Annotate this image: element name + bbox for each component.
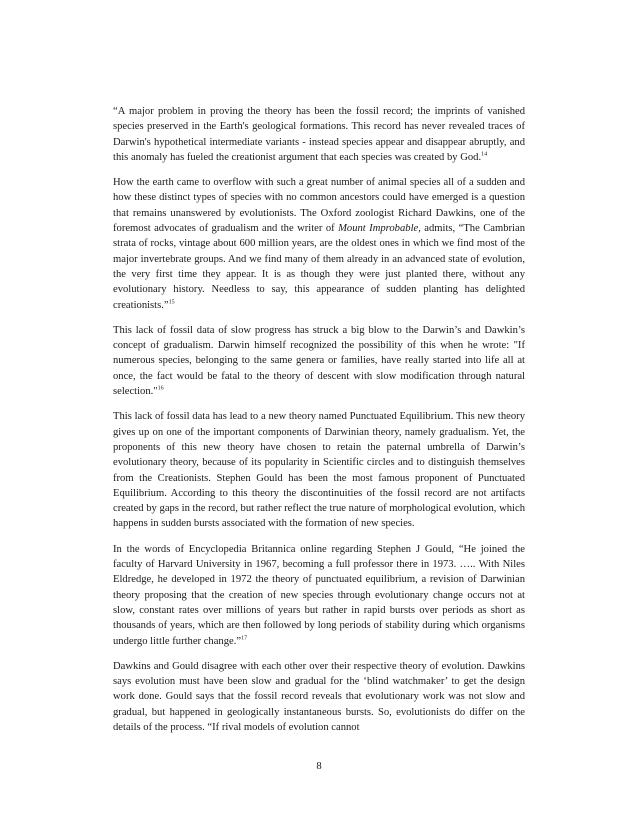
paragraph: [113, 659, 525, 735]
paragraph: [113, 323, 525, 399]
footnote-marker: 17: [241, 634, 248, 641]
paragraph-text: This lack of fossil data has lead to a new theory named Punctuated Equilibrium. This new theory gives up on one of the important components of Darwinian theory, namely gradualism. Yet, the proponents of this new theory have chosen to retain the paternal umbrella of Darwin’s evolutionary theory, because of its popularity in Scientific circles and to distinguish themselves from the Creationists. Stephen Gould has been the most famous proponent of Punctuated Equilibrium. According to this theory the discontinuities of the fossil record are not artifacts created by gaps in the record, but rather reflect the true nature of morphological evolution, which happens in sudden bursts associated with the formation of new species.: [113, 411, 525, 530]
paragraph: [113, 409, 525, 531]
paragraph-text: Dawkins and Gould disagree with each other over their respective theory of evolution. Dawkins says evolution must have been slow and gradual for the ‘blind watchmaker’ to get the design work done. Gould says that the fossil record reveals that evolutionary work was not slow and gradual, but happened in geologically instantaneous bursts. So, evolutionists do differ on the details of the process. “If rival models of evolution cannot: [113, 660, 525, 733]
paragraph-text: How the earth came to overflow with such a great number of animal species all of a sudden and how these distinct types of species with no common ancestors could have emerged is a question that remains unanswered by evolutionists. The Oxford zoologist Richard Dawkins, one of the foremost advocates of gradualism and the writer of: [113, 177, 525, 235]
paragraph: [113, 104, 525, 165]
footnote-marker: 14: [481, 151, 488, 158]
paragraph-text: In the words of Encyclopedia Britannica online regarding Stephen J Gould, “He joined the faculty of Harvard University in 1967, becoming a full professor there in 1973. ….. With Niles Eldredge, he developed in 1972 the theory of punctuated equilibrium, a revision of Darwinian theory proposing that the creation of new species through evolutionary change occurs not at slow, constant rates over millions of years but rather in rapid bursts over periods as short as thousands of years, which are then followed by long periods of stability during which organisms undergo little further change.”: [113, 543, 525, 647]
paragraph-text: “A major problem in proving the theory has been the fossil record; the imprints of vanished species preserved in the Earth's geological formations. This record has never revealed traces of Darwin's hypothetical intermediate variants - instead species appear and disappear abruptly, and this anomaly has fueled the creationist argument that each species was created by God.: [113, 106, 525, 163]
paragraph-text: This lack of fossil data of slow progress has struck a big blow to the Darwin’s and Dawkin’s concept of gradualism. Darwin himself recognized the possibility of this when he wrote: "If numerous species, belonging to the same genera or families, have really started into life all at once, the fact would be fatal to the theory of descent with slow modification through natural selection.": [113, 324, 525, 398]
footnote-marker: 16: [157, 385, 164, 392]
paragraph: [113, 542, 525, 649]
footnote-marker: 15: [168, 299, 175, 306]
paragraph: [113, 175, 525, 313]
italic-title: Mount Improbable: [338, 223, 419, 235]
body-text: [113, 104, 525, 745]
paragraph-text: , admits, “The Cambrian strata of rocks, vintage about 600 million years, are the oldest ones in which we find most of the major invertebrate groups. And we find many of them already in an advanced state of evolution, the very first time they appear. It is as though they were just planted there, without any evolutionary history. Needless to say, this appearance of sudden planting has delighted creationists.”: [113, 223, 525, 311]
page-number: 8: [316, 761, 322, 772]
